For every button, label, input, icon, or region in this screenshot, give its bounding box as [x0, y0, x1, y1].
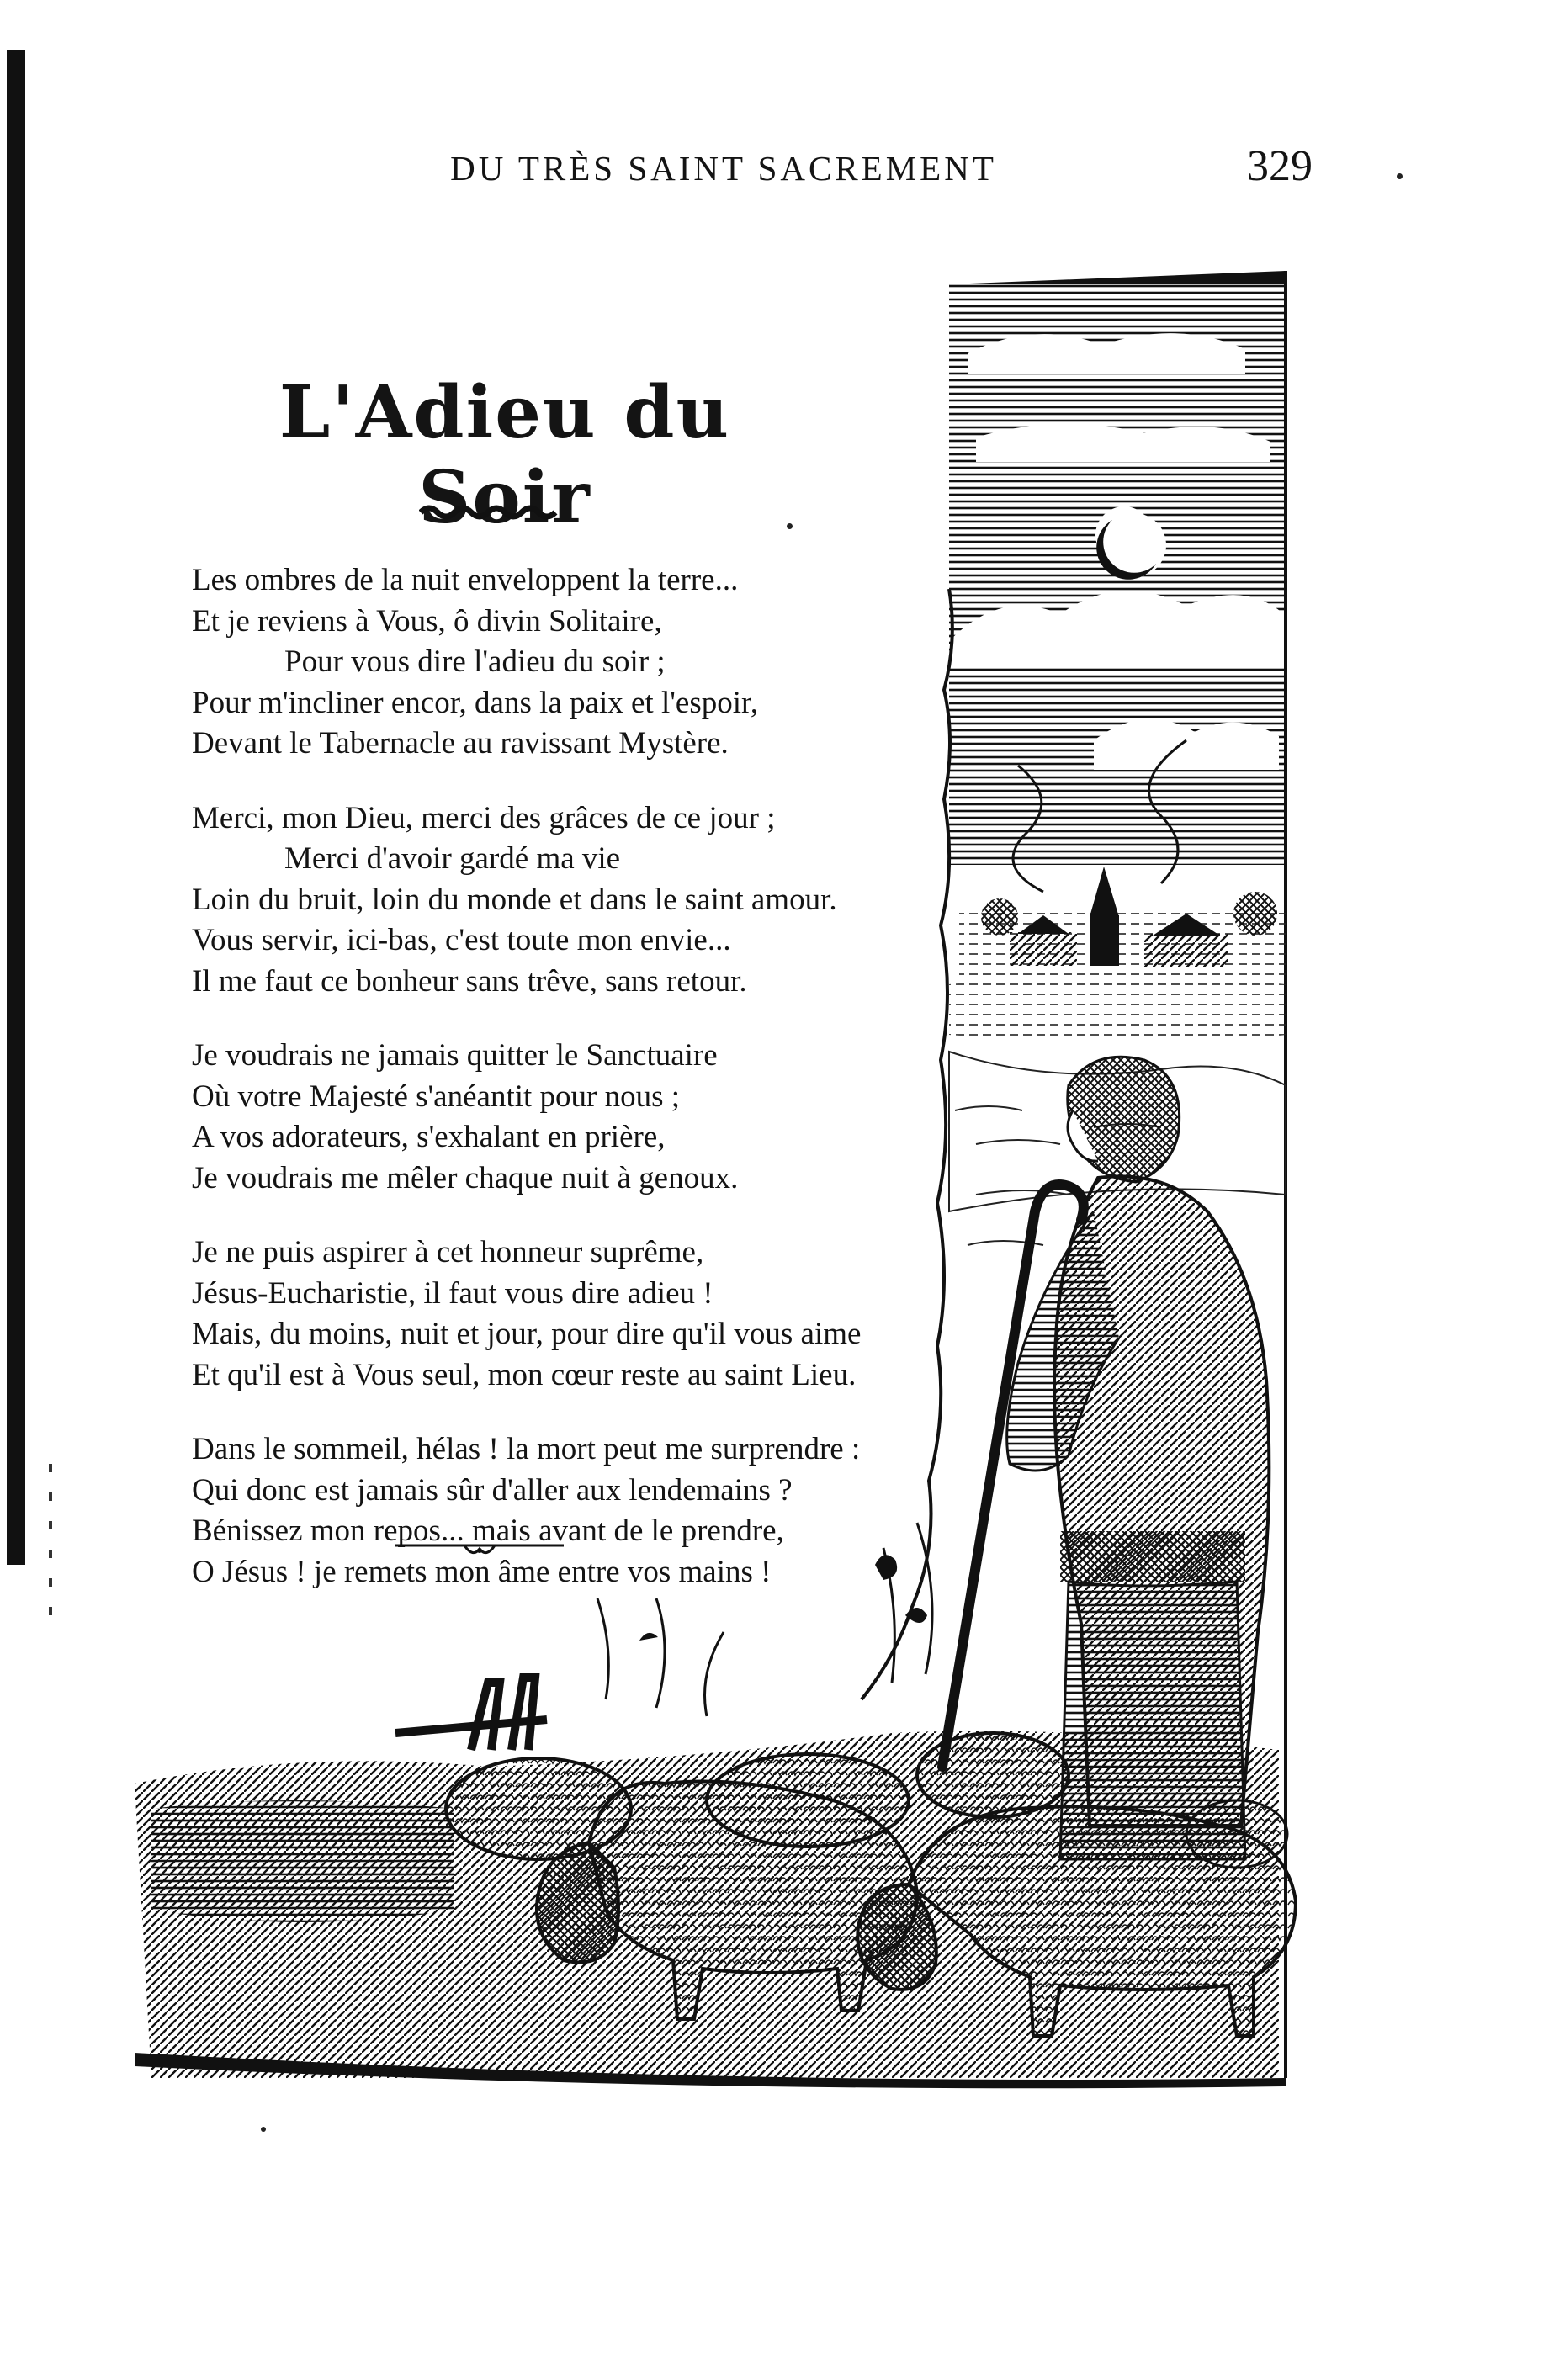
poem-line: Et qu'il est à Vous seul, mon cœur reste au saint Lieu. — [192, 1357, 857, 1392]
poem-line: Jésus-Eucharistie, il faut vous dire adieu ! — [192, 1275, 713, 1311]
poem-line: Loin du bruit, loin du monde et dans le saint amour. — [192, 882, 837, 917]
poem-line: O Jésus ! je remets mon âme entre vos mains ! — [192, 1554, 772, 1589]
poem-line: Qui donc est jamais sûr d'aller aux lendemains ? — [192, 1472, 793, 1508]
poem-line: Où votre Majesté s'anéantit pour nous ; — [192, 1079, 681, 1114]
poem-line: Merci d'avoir gardé ma vie — [284, 841, 621, 876]
poem-line: Vous servir, ici-bas, c'est toute mon envie... — [192, 923, 731, 957]
poem-line: Pour vous dire l'adieu du soir ; — [284, 644, 666, 679]
poem-line: A vos adorateurs, s'exhalant en prière, — [192, 1120, 666, 1154]
poem-line: Les ombres de la nuit enveloppent la terre... — [192, 563, 739, 597]
poem-title: L'Adieu du Soir — [279, 370, 731, 540]
running-head: DU TRÈS SAINT SACREMENT — [450, 149, 997, 188]
poem-line: Je voudrais me mêler chaque nuit à genoux. — [192, 1160, 739, 1195]
poem-line: Devant le Tabernacle au ravissant Mystère. — [192, 726, 729, 761]
poem-line: Mais, du moins, nuit et jour, pour dire qu'il vous aime — [192, 1317, 862, 1351]
foliage-border — [862, 589, 952, 1699]
poem-line: Il me faut ce bonheur sans trêve, sans retour. — [192, 963, 747, 999]
speck — [261, 2127, 266, 2132]
poem-line: Et je reviens à Vous, ô divin Solitaire, — [192, 603, 662, 639]
poem-line: Bénissez mon repos... mais avant de le prendre, — [192, 1513, 784, 1548]
village-church-icon — [959, 867, 1286, 976]
page-number: 329 — [1247, 142, 1313, 190]
poem-line: Je ne puis aspirer à cet honneur suprême, — [192, 1235, 704, 1270]
poem-line: Merci, mon Dieu, merci des grâces de ce jour ; — [192, 800, 776, 835]
poem-line: Dans le sommeil, hélas ! la mort peut me surprendre : — [192, 1432, 861, 1466]
poem-line: Je voudrais ne jamais quitter le Sanctuaire — [192, 1038, 718, 1073]
poem-line: Pour m'incliner encor, dans la paix et l'espoir, — [192, 685, 759, 720]
